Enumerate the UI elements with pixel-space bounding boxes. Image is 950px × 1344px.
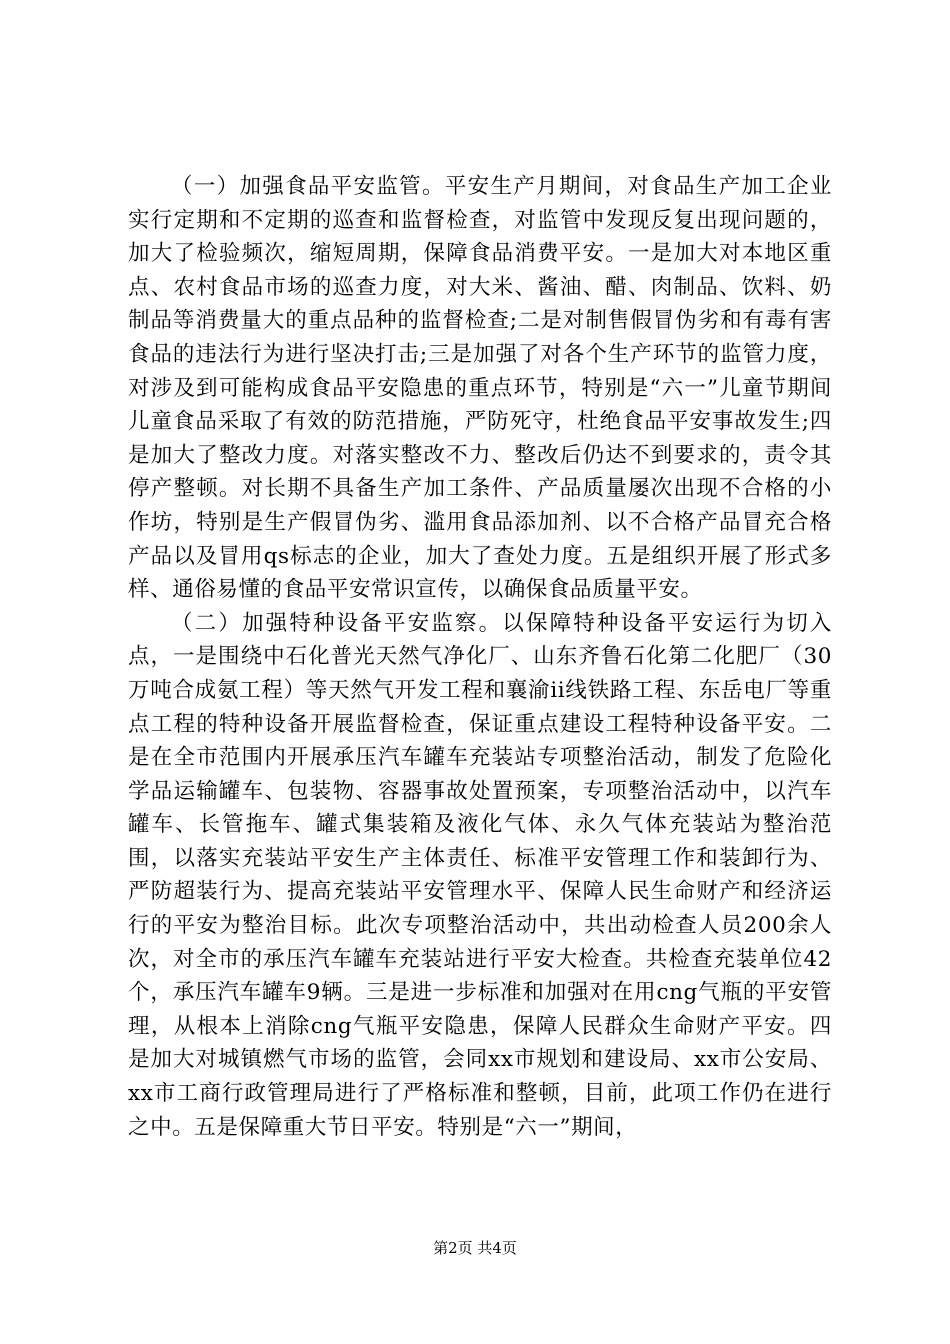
page-number: 第2页 共4页 <box>433 1239 517 1257</box>
paragraph-special-equipment: （二）加强特种设备平安监察。以保障特种设备平安运行为切入点，一是围绕中石化普光天然气净化厂、山东齐鲁石化第二化肥厂（30万吨合成氨工程）等天然气开发工程和襄渝ii线铁路工程、东岳电厂等重点工程的特种设备开展监督检查，保证重点建设工程特种设备平安。二是在全市范围内开展承压汽车罐车充装站专项整治活动，制发了危险化学品运输罐车、包装物、容器事故处置预案，专项整治活动中，以汽车罐车、长管拖车、罐式集装箱及液化气体、永久气体充装站为整治范围，以落实充装站平安生产主体责任、标准平安管理工作和装卸行为、严防超装行为、提高充装站平安管理水平、保障人民生命财产和经济运行的平安为整治目标。此次专项整治活动中，共出动检查人员200余人次，对全市的承压汽车罐车充装站进行平安大检查。共检查充装单位42个，承压汽车罐车9辆。三是进一步标准和加强对在用cng气瓶的平安管理，从根本上消除cng气瓶平安隐患，保障人民群众生命财产平安。四是加大对城镇燃气市场的监管，会同xx市规划和建设局、xx市公安局、xx市工商行政管理局进行了严格标准和整顿，目前，此项工作仍在进行之中。五是保障重大节日平安。特别是“六一”期间， <box>128 610 832 1140</box>
page-footer <box>0 1238 950 1258</box>
paragraph-food-safety: （一）加强食品平安监管。平安生产月期间，对食品生产加工企业实行定期和不定期的巡查和监督检查，对监管中发现反复出现问题的，加大了检验频次，缩短周期，保障食品消费平安。一是加大对本地区重点、农村食品市场的巡查力度，对大米、酱油、醋、肉制品、饮料、奶制品等消费量大的重点品种的监督检查;二是对制售假冒伪劣和有毒有害食品的违法行为进行坚决打击;三是加强了对各个生产环节的监管力度，对涉及到可能构成食品平安隐患的重点环节，特别是“六一”儿童节期间儿童食品采取了有效的防范措施，严防死守，杜绝食品平安事故发生;四是加大了整改力度。对落实整改不力、整改后仍达不到要求的，责令其停产整顿。对长期不具备生产加工条件、产品质量屡次出现不合格的小作坊，特别是生产假冒伪劣、滥用食品添加剂、以不合格产品冒充合格产品以及冒用qs标志的企业，加大了查处力度。五是组织开展了形式多样、通俗易懂的食品平安常识宣传，以确保食品质量平安。 <box>128 174 832 603</box>
document-body <box>128 170 832 1144</box>
